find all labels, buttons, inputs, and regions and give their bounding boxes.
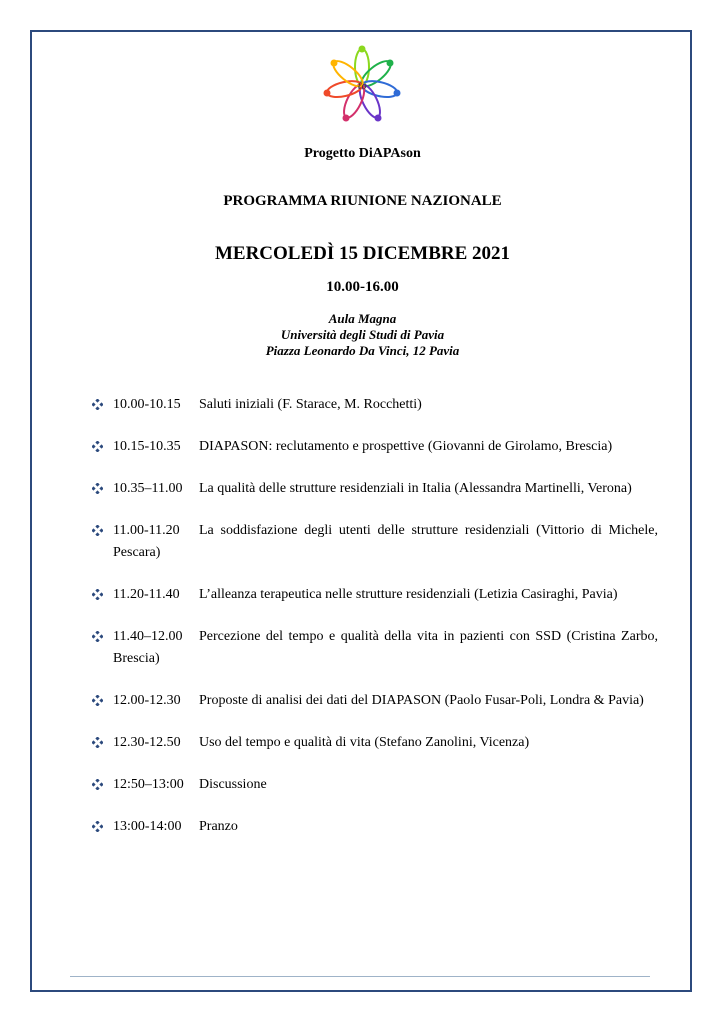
- venue-block: [0, 311, 725, 359]
- agenda-text: Saluti iniziali (F. Starace, M. Rocchetti): [199, 397, 422, 412]
- venue-address: Piazza Leonardo Da Vinci, 12 Pavia: [265, 343, 460, 358]
- diamond-bullet-icon: [92, 737, 103, 748]
- project-name: Progetto DiAPAson: [304, 146, 421, 161]
- footer-divider: [70, 976, 650, 977]
- agenda-text: Percezione del tempo e qualità della vita in pazienti con SSD (Cristina Zarbo, Brescia): [113, 629, 658, 666]
- diamond-bullet-icon: [92, 483, 103, 494]
- agenda-time: 12:50–13:00: [113, 777, 184, 792]
- agenda-item: [92, 626, 658, 670]
- agenda-time: 12.00-12.30: [113, 693, 181, 708]
- agenda-item: [92, 478, 658, 500]
- agenda-time: 10.15-10.35: [113, 439, 181, 454]
- agenda-time: 11.20-11.40: [113, 587, 180, 602]
- agenda-time: 13:00-14:00: [113, 819, 182, 834]
- program-title: PROGRAMMA RIUNIONE NAZIONALE: [223, 193, 502, 209]
- agenda-text: L’alleanza terapeutica nelle strutture residenziali (Letizia Casiraghi, Pavia): [199, 587, 618, 602]
- agenda-item: [92, 732, 658, 754]
- agenda-text: Uso del tempo e qualità di vita (Stefano Zanolini, Vicenza): [199, 735, 530, 750]
- agenda-text: Pranzo: [199, 819, 238, 834]
- meeting-date: MERCOLEDÌ 15 DICEMBRE 2021: [214, 243, 511, 264]
- agenda-text: DIAPASON: reclutamento e prospettive (Giovanni de Girolamo, Brescia): [199, 439, 613, 454]
- agenda-time: 12.30-12.50: [113, 735, 181, 750]
- agenda-text: La soddisfazione degli utenti delle strutture residenziali (Vittorio di Michele, Pescara): [113, 523, 658, 560]
- diamond-bullet-icon: [92, 525, 103, 536]
- diamond-bullet-icon: [92, 631, 103, 642]
- diapason-logo: [322, 45, 402, 125]
- diamond-bullet-icon: [92, 779, 103, 790]
- agenda-item: [92, 436, 658, 458]
- diamond-bullet-icon: [92, 441, 103, 452]
- meeting-hours: 10.00-16.00: [326, 279, 399, 295]
- diamond-bullet-icon: [92, 821, 103, 832]
- diamond-bullet-icon: [92, 695, 103, 706]
- diamond-bullet-icon: [92, 589, 103, 600]
- agenda-list: [92, 394, 658, 838]
- agenda-item: [92, 690, 658, 712]
- agenda-text: La qualità delle strutture residenziali in Italia (Alessandra Martinelli, Verona): [199, 481, 632, 496]
- agenda-item: [92, 394, 658, 416]
- agenda-text: Discussione: [199, 777, 267, 792]
- diamond-bullet-icon: [92, 399, 103, 410]
- venue-university: Università degli Studi di Pavia: [280, 327, 445, 342]
- agenda-item: [92, 584, 658, 606]
- agenda-time: 11.00-11.20: [113, 523, 180, 538]
- agenda-time: 10.35–11.00: [113, 481, 183, 496]
- agenda-text: Proposte di analisi dei dati del DIAPASON (Paolo Fusar-Poli, Londra & Pavia): [199, 693, 644, 708]
- venue-room: Aula Magna: [328, 311, 397, 326]
- agenda-time: 10.00-10.15: [113, 397, 181, 412]
- agenda-item: [92, 774, 658, 796]
- agenda-item: [92, 816, 658, 838]
- agenda-time: 11.40–12.00: [113, 629, 183, 644]
- svg-text:ℓo: ℓo: [357, 81, 367, 92]
- agenda-item: [92, 520, 658, 564]
